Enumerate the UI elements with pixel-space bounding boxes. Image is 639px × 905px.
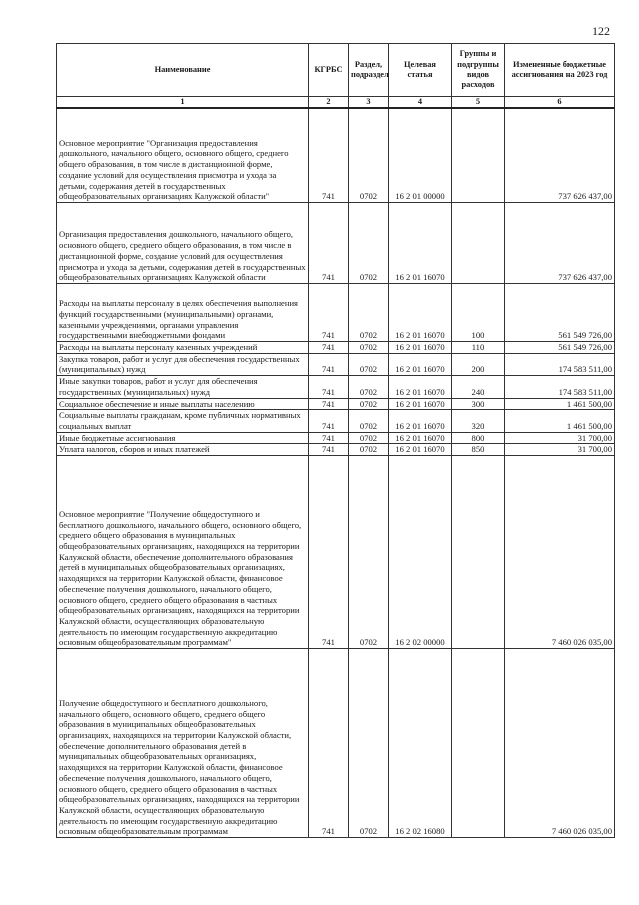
table-row — [57, 432, 615, 444]
row-razdel: 0702 — [349, 203, 389, 284]
row-statya: 16 2 01 16070 — [389, 203, 452, 284]
row-kgrbs: 741 — [309, 203, 349, 284]
row-razdel: 0702 — [349, 398, 389, 410]
row-sum: 737 626 437,00 — [505, 203, 615, 284]
row-name: Иные бюджетные ассигнования — [57, 432, 309, 444]
col-header-statya: Целевая статья — [389, 44, 452, 97]
table-row — [57, 203, 615, 284]
row-kgrbs: 741 — [309, 444, 349, 456]
row-vid: 240 — [452, 376, 505, 398]
table-header-row — [57, 44, 615, 97]
col-number: 5 — [452, 97, 505, 109]
row-sum: 31 700,00 — [505, 432, 615, 444]
row-name: Основное мероприятие "Организация предоставления дошкольного, начального общего, основного общего, среднего общего образования, в том числе в дистанционной форме, создание условий для осуществления присмотра и ухода за детьми, содержания детей в государственных общеобразовательных организациях Калужской области" — [57, 108, 309, 203]
table-row — [57, 649, 615, 838]
table-row — [57, 444, 615, 456]
row-name: Расходы на выплаты персоналу в целях обеспечения выполнения функций государственными (муниципальными) органами, казенными учреждениями, органами управления государственными внебюджетными фондами — [57, 284, 309, 342]
col-header-kgrbs: КГРБС — [309, 44, 349, 97]
row-kgrbs: 741 — [309, 376, 349, 398]
row-statya: 16 2 01 16070 — [389, 284, 452, 342]
table-row — [57, 410, 615, 432]
row-razdel: 0702 — [349, 432, 389, 444]
row-sum: 31 700,00 — [505, 444, 615, 456]
table-row — [57, 398, 615, 410]
row-kgrbs: 741 — [309, 649, 349, 838]
row-razdel: 0702 — [349, 284, 389, 342]
row-razdel: 0702 — [349, 444, 389, 456]
row-sum: 737 626 437,00 — [505, 108, 615, 203]
row-vid: 850 — [452, 444, 505, 456]
row-vid: 110 — [452, 342, 505, 354]
row-vid: 320 — [452, 410, 505, 432]
row-kgrbs: 741 — [309, 410, 349, 432]
row-vid: 800 — [452, 432, 505, 444]
row-name: Социальное обеспечение и иные выплаты населению — [57, 398, 309, 410]
row-name: Организация предоставления дошкольного, начального общего, основного общего, среднего общего образования, в том числе в дистанционной форме, создание условий для осуществления присмотра и ухода за детьми, содержания детей в государственных общеобразовательных организациях Калужской области — [57, 203, 309, 284]
row-statya: 16 2 02 16080 — [389, 649, 452, 838]
row-name: Основное мероприятие "Получение общедоступного и бесплатного дошкольного, начального общего, основного общего, среднего общего образования в муниципальных общеобразовательных организациях, находящихся на территории Калужской области, обеспечение дополнительного образования детей в муниципальных общеобразовательных организациях, находящихся на территории Калужской области, финансовое обеспечение получения дошкольного, начального общего, основного общего, среднего общего образования в частных общеобразовательных организациях, находящихся на территории Калужской области, осуществляющих образовательную деятельность по имеющим государственную аккредитацию основным общеобразовательным программам" — [57, 456, 309, 649]
row-razdel: 0702 — [349, 353, 389, 375]
row-name: Закупка товаров, работ и услуг для обеспечения государственных (муниципальных) нужд — [57, 353, 309, 375]
row-kgrbs: 741 — [309, 284, 349, 342]
row-razdel: 0702 — [349, 342, 389, 354]
col-header-name: Наименование — [57, 44, 309, 97]
col-header-vid: Группы и подгруппы видов расходов — [452, 44, 505, 97]
row-statya: 16 2 01 16070 — [389, 398, 452, 410]
row-kgrbs: 741 — [309, 456, 349, 649]
row-vid — [452, 456, 505, 649]
row-statya: 16 2 01 16070 — [389, 444, 452, 456]
row-kgrbs: 741 — [309, 353, 349, 375]
row-sum: 561 549 726,00 — [505, 284, 615, 342]
row-vid — [452, 203, 505, 284]
col-header-sum: Измененные бюджетные ассигнования на 2023 год — [505, 44, 615, 97]
row-kgrbs: 741 — [309, 108, 349, 203]
row-kgrbs: 741 — [309, 342, 349, 354]
row-vid — [452, 649, 505, 838]
row-statya: 16 2 02 00000 — [389, 456, 452, 649]
row-vid: 200 — [452, 353, 505, 375]
row-razdel: 0702 — [349, 376, 389, 398]
row-sum: 7 460 026 035,00 — [505, 649, 615, 838]
row-razdel: 0702 — [349, 108, 389, 203]
row-vid — [452, 108, 505, 203]
row-sum: 561 549 726,00 — [505, 342, 615, 354]
col-number: 3 — [349, 97, 389, 109]
row-razdel: 0702 — [349, 410, 389, 432]
row-statya: 16 2 01 16070 — [389, 410, 452, 432]
table-row — [57, 376, 615, 398]
row-vid: 100 — [452, 284, 505, 342]
row-razdel: 0702 — [349, 649, 389, 838]
page-number: 122 — [592, 24, 610, 38]
col-number: 1 — [57, 97, 309, 109]
row-kgrbs: 741 — [309, 432, 349, 444]
row-sum: 7 460 026 035,00 — [505, 456, 615, 649]
table-row — [57, 456, 615, 649]
col-number: 4 — [389, 97, 452, 109]
row-statya: 16 2 01 16070 — [389, 353, 452, 375]
table-row — [57, 353, 615, 375]
row-statya: 16 2 01 16070 — [389, 432, 452, 444]
row-name: Расходы на выплаты персоналу казенных учреждений — [57, 342, 309, 354]
row-sum: 1 461 500,00 — [505, 410, 615, 432]
row-kgrbs: 741 — [309, 398, 349, 410]
row-name: Уплата налогов, сборов и иных платежей — [57, 444, 309, 456]
col-number: 6 — [505, 97, 615, 109]
row-sum: 1 461 500,00 — [505, 398, 615, 410]
col-number: 2 — [309, 97, 349, 109]
budget-table — [56, 43, 615, 838]
row-name: Получение общедоступного и бесплатного дошкольного, начального общего, основного общего, среднего общего образования в муниципальных общеобразовательных организациях, находящихся на территории Калужской области, обеспечение дополнительного образования детей в муниципальных общеобразовательных организациях, находящихся на территории Калужской области, финансовое обеспечение получения дошкольного, начального общего, основного общего, среднего общего образования в частных общеобразовательных организациях, находящихся на территории Калужской области, осуществляющих образовательную деятельность по имеющим государственную аккредитацию основным общеобразовательным программам — [57, 649, 309, 838]
column-number-row — [57, 97, 615, 109]
row-sum: 174 583 511,00 — [505, 376, 615, 398]
row-name: Социальные выплаты гражданам, кроме публичных нормативных социальных выплат — [57, 410, 309, 432]
row-statya: 16 2 01 00000 — [389, 108, 452, 203]
table-row — [57, 108, 615, 203]
row-sum: 174 583 511,00 — [505, 353, 615, 375]
row-name: Иные закупки товаров, работ и услуг для обеспечения государственных (муниципальных) нужд — [57, 376, 309, 398]
row-statya: 16 2 01 16070 — [389, 342, 452, 354]
table-row — [57, 342, 615, 354]
col-header-razdel: Раздел, подраздел — [349, 44, 389, 97]
row-vid: 300 — [452, 398, 505, 410]
row-statya: 16 2 01 16070 — [389, 376, 452, 398]
row-razdel: 0702 — [349, 456, 389, 649]
table-row — [57, 284, 615, 342]
